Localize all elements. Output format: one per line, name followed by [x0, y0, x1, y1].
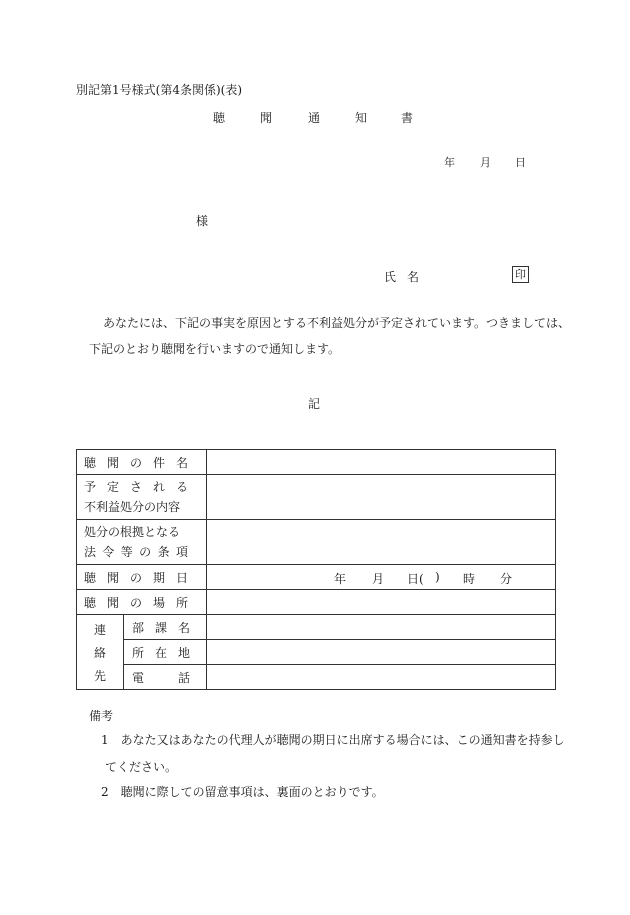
title-char: 通: [308, 111, 321, 125]
note-item: 2 聴聞に際しての留意事項は、裏面のとおりです。: [101, 785, 384, 799]
hearing-date-label: 聴 聞 の 期 日: [77, 565, 207, 590]
title-char: 聞: [260, 111, 273, 125]
title-char: 知: [355, 111, 368, 125]
note-item: 1 あなた又はあなたの代理人が聴聞の期日に出席する場合には、この通知書を持参し: [101, 733, 565, 747]
hearing-place-field[interactable]: [207, 590, 556, 615]
contact-phone-label: 電 話: [124, 665, 207, 690]
contact-phone-field[interactable]: [207, 665, 556, 690]
ki-heading: 記: [308, 397, 321, 411]
legal-basis-field[interactable]: [207, 520, 556, 565]
date-unit: 年: [334, 572, 347, 586]
date-day: 日: [515, 156, 526, 169]
case-name-field[interactable]: [207, 450, 556, 475]
date-year: 年: [444, 156, 455, 169]
body-line: 下記のとおり聴聞を行いますので通知します。: [89, 342, 341, 356]
form-label: 別記第1号様式(第4条関係)(表): [76, 83, 242, 97]
contact-address-label: 所 在 地: [124, 640, 207, 665]
table-row: [77, 565, 556, 590]
notes-heading: 備考: [89, 709, 114, 723]
planned-disposition-field[interactable]: [207, 475, 556, 520]
hearing-details-table: [76, 449, 556, 690]
date-month: 月: [480, 156, 491, 169]
contact-label: 連 絡 先: [77, 615, 124, 690]
date-unit: 日(: [407, 572, 424, 586]
note-item-continuation: てください。: [105, 760, 178, 774]
legal-basis-label: 処分の根拠となる 法 令 等 の 条 項: [77, 520, 207, 565]
date-unit: 分: [500, 572, 513, 586]
hearing-date-field[interactable]: [207, 565, 556, 590]
table-row: [77, 640, 556, 665]
table-row: [77, 665, 556, 690]
title-char: 聴: [213, 111, 226, 125]
table-row: [77, 450, 556, 475]
case-name-label: 聴 聞 の 件 名: [77, 450, 207, 475]
sender-label: 名: [407, 270, 420, 284]
contact-dept-label: 部 課 名: [124, 615, 207, 640]
table-row: [77, 520, 556, 565]
table-row: [77, 475, 556, 520]
seal-mark: 印: [512, 266, 529, 283]
contact-address-field[interactable]: [207, 640, 556, 665]
sender-label: 氏: [384, 270, 397, 284]
table-row: [77, 615, 556, 640]
addressee-suffix: 様: [196, 214, 209, 228]
title-char: 書: [401, 111, 414, 125]
date-unit: ): [435, 570, 440, 584]
contact-dept-field[interactable]: [207, 615, 556, 640]
date-unit: 時: [463, 572, 476, 586]
date-unit: 月: [372, 572, 385, 586]
table-row: [77, 590, 556, 615]
body-line: あなたには、下記の事実を原因とする不利益処分が予定されています。つきましては、: [103, 316, 571, 330]
planned-disposition-label: 予 定 さ れ る 不利益処分の内容: [77, 475, 207, 520]
hearing-place-label: 聴 聞 の 場 所: [77, 590, 207, 615]
